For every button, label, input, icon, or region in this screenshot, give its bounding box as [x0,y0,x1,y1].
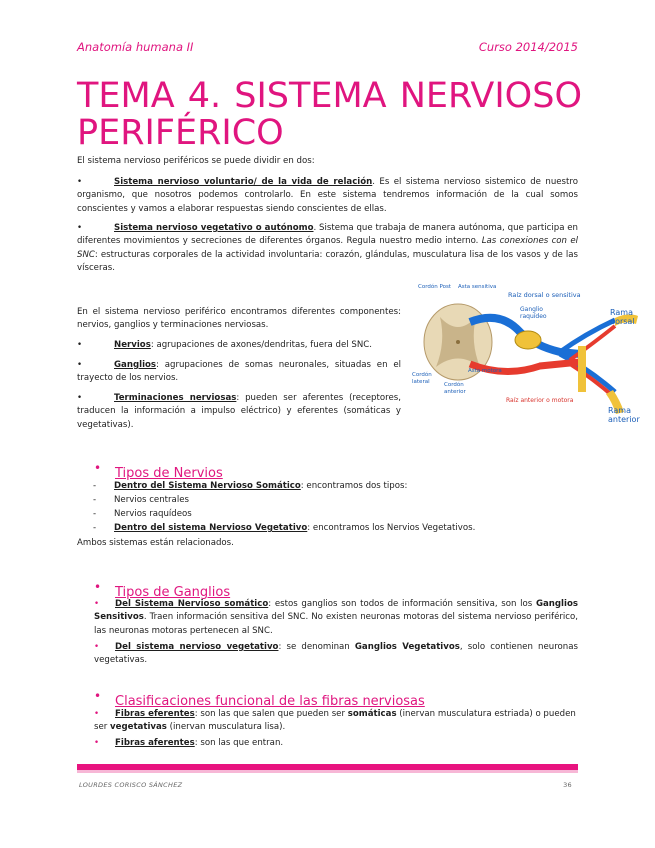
div2-text2: : estructuras corporales de la actividad involuntaria: corazón, glándulas, musculatura lisa de los vasos y de las vísceras. [77,249,578,274]
component-text: : agrupaciones de axones/dendritas, fuera del SNC. [150,340,373,350]
nervios-item2-label: Dentro del sistema Nervioso Vegetativo [114,523,308,533]
fibras-item2-text: : son las que entran. [194,738,284,748]
div1-label: Sistema nervioso voluntario/ de la vida de relación [114,177,373,187]
pink-bullet: • [94,580,102,594]
title-word: 4. [187,76,222,116]
bullet: • [77,177,83,187]
nervios-item2 [77,522,578,535]
title-word: TEMA [77,76,175,116]
ganglios-item2-text: : se denominan [278,642,355,652]
footer-author: LOURDES CORISCO SÁNCHEZ [79,781,183,789]
central-canal-shape [456,340,460,344]
components-intro: En el sistema nervioso periférico encontramos diferentes componentes: nervios, ganglios y terminaciones nerviosas. [77,307,401,331]
nerve-trunk-shape [578,346,586,392]
section-title: Tipos de Nervios [115,466,223,481]
fibras-item1-b1: somáticas [347,709,397,719]
label-raiz-anterior: Raíz anterior o motora [506,397,574,404]
pink-bullet: • [94,689,102,703]
div2-label: Sistema nervioso vegetativo o autónomo [114,223,314,233]
pink-bullet: • [94,738,100,748]
fibras-item1-text: : son las que salen que pueden ser [194,709,348,719]
pink-bullet: • [94,709,100,719]
spinal-nerve-diagram [410,282,644,432]
bullet: • [77,223,83,233]
title-word: SISTEMA [234,76,387,116]
division-vegetativo [77,222,578,276]
dash: - [93,523,97,533]
ganglios-item2-label: Del sistema nervioso vegetativo [115,642,279,652]
nervios-after: Ambos sistemas están relacionados. [77,538,234,548]
component-text: : agrupaciones de somas neuronales, situadas en el trayecto de los nervios. [77,360,401,384]
nervios-sub1 [77,494,189,507]
component-terminaciones [77,392,401,432]
div2-italic: Las conexiones con el SNC [77,236,578,260]
dash: - [93,495,97,505]
section-tipos-nervios [94,462,223,481]
component-label: Terminaciones nerviosas [114,393,237,403]
label-rama-dorsal: Rama dorsal [610,308,635,326]
fibras-item2-label: Fibras aferentes [115,738,195,748]
section-title: Tipos de Ganglios [115,585,231,600]
division-voluntario [77,176,578,216]
pink-bullet: • [94,461,102,475]
nervios-item1-text: : encontramos dos tipos: [300,481,408,491]
ganglios-item1-bold: Ganglios Sensitivos [94,599,578,623]
label-asta-motora: Asta motora [468,368,502,374]
page-title [77,78,582,152]
nervios-item1-label: Dentro del Sistema Nervioso Somático [114,481,301,491]
ganglios-item2 [94,641,578,668]
nervios-sub2 [77,508,192,521]
dash: - [93,509,97,519]
pink-bullet: • [94,599,100,609]
ganglios-item2-text2: , solo contienen neuronas vegetativas. [94,642,578,666]
fibras-item1-text2: (inervan musculatura estriada) o pueden ser [94,709,576,733]
bullet: • [77,340,83,350]
intro-text: El sistema nervioso periféricos se puede dividir en dos: [77,156,315,166]
footer-bar-shadow [77,770,578,773]
bullet: • [77,360,83,370]
label-ganglio: Ganglio raquídeo [520,306,547,320]
div2-text: . Sistema que trabaja de manera autónoma, que participa en diferentes movimientos y secreciones de diferentes órganos. Regula nuestro medio interno. [77,223,579,247]
component-label: Nervios [114,340,151,350]
ganglios-item1 [94,598,578,638]
label-rama-anterior: Rama anterior [608,406,640,424]
section-fibras [94,690,425,709]
title-word: NERVIOSO [399,76,582,116]
section-title: Clasificaciones funcional de las fibras nerviosas [115,694,425,709]
label-cordon-lateral: Cordón lateral [412,372,432,385]
header-subject: Anatomía humana II [77,40,194,54]
header-course: Curso 2014/2015 [478,40,578,54]
dash: - [93,481,97,491]
fibras-item1-b2: vegetativas [110,722,167,733]
component-label: Ganglios [114,360,157,370]
nervios-item1 [77,480,578,493]
nervios-sub1-text: Nervios centrales [114,495,189,505]
ganglios-item2-bold: Ganglios Vegetativos [354,642,460,652]
ganglios-item1-label: Del Sistema Nervioso somático [115,599,269,609]
pink-bullet: • [94,642,100,652]
component-ganglios [77,359,401,386]
div1-text: . Es el sistema nervioso sistemico de nuestro organismo, que nosotros podemos controlarlo. En este sistema tendremos información de la cual somos conscientes y vamos a elaborar respuestas siendo conscientes de ellas. [77,177,579,214]
bullet: • [77,393,83,403]
fibras-item1-text3: (inervan musculatura lisa). [166,722,286,733]
nervios-sub2-text: Nervios raquídeos [114,509,192,519]
label-cordon-post: Cordón Post [418,284,451,290]
ganglios-item1-text2: . Traen información sensitiva del SNC. No existen neuronas motoras del sistema nervioso periférico, las neuronas motoras pertenecen al SNC. [94,612,578,636]
component-text: : pueden ser aferentes (receptores, traducen la información a impulso eléctrico) y eferentes (somáticas y vegetativas). [77,393,401,430]
ganglios-item1-text: : estos ganglios son todos de información sensitiva, son los [268,599,536,609]
component-nervios [77,339,401,352]
fibras-item1 [94,708,578,735]
ganglion-shape [515,331,541,349]
label-asta-sensitiva: Asta sensitiva [458,284,497,290]
nervios-item2-text: : encontramos los Nervios Vegetativos. [307,523,476,533]
label-raiz-dorsal: Raíz dorsal o sensitiva [508,291,581,299]
fibras-item2 [94,737,578,750]
label-cordon-anterior: Cordón anterior [444,382,466,395]
footer-page-number: 36 [563,781,572,789]
title-line2: PERIFÉRICO [77,113,284,153]
fibras-item1-label: Fibras eferentes [115,709,195,719]
